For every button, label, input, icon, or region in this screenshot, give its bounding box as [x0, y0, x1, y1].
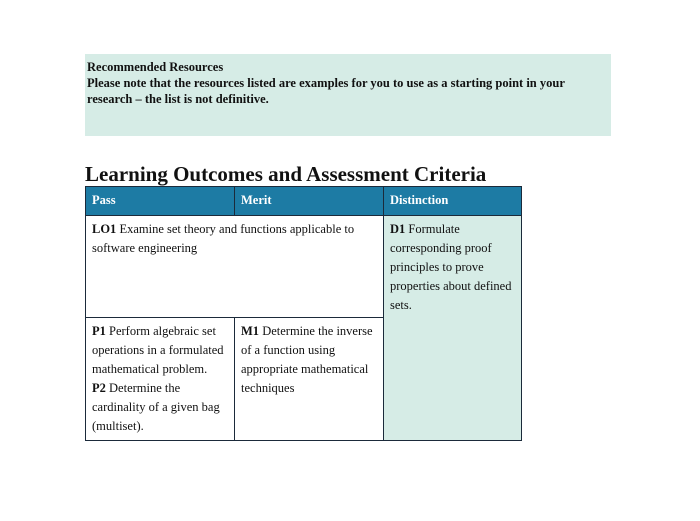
merit-criteria-cell — [235, 318, 384, 441]
p1-text: Perform algebraic set operations in a formulated mathematical problem. — [92, 324, 224, 376]
lo1-text: Examine set theory and functions applicable to software engineering — [92, 222, 355, 255]
pass-criteria-cell — [86, 318, 235, 441]
p2-text: Determine the cardinality of a given bag (multiset). — [92, 381, 220, 433]
assessment-criteria-table — [85, 186, 522, 441]
header-distinction: Distinction — [384, 187, 522, 216]
p2-code: P2 — [92, 381, 106, 395]
resources-note-line-2: research – the list is not definitive. — [87, 92, 269, 106]
m1-text: Determine the inverse of a function using appropriate mathematical techniques — [241, 324, 373, 395]
recommended-resources-box — [85, 54, 611, 136]
section-title: Learning Outcomes and Assessment Criteria — [85, 162, 487, 186]
header-merit: Merit — [235, 187, 384, 216]
resources-heading: Recommended Resources — [87, 60, 224, 74]
d1-cell — [384, 216, 522, 441]
lo1-code: LO1 — [92, 222, 117, 236]
p1-code: P1 — [92, 324, 106, 338]
m1-code: M1 — [241, 324, 260, 338]
resources-note-line-1: Please note that the resources listed are examples for you to use as a starting point in your — [87, 76, 565, 90]
table-row-lo1 — [86, 216, 522, 318]
d1-text: Formulate corresponding proof principles to prove properties about defined sets. — [390, 222, 512, 312]
table-header-row — [86, 187, 522, 216]
d1-code: D1 — [390, 222, 406, 236]
header-pass: Pass — [86, 187, 235, 216]
lo1-cell — [86, 216, 384, 318]
